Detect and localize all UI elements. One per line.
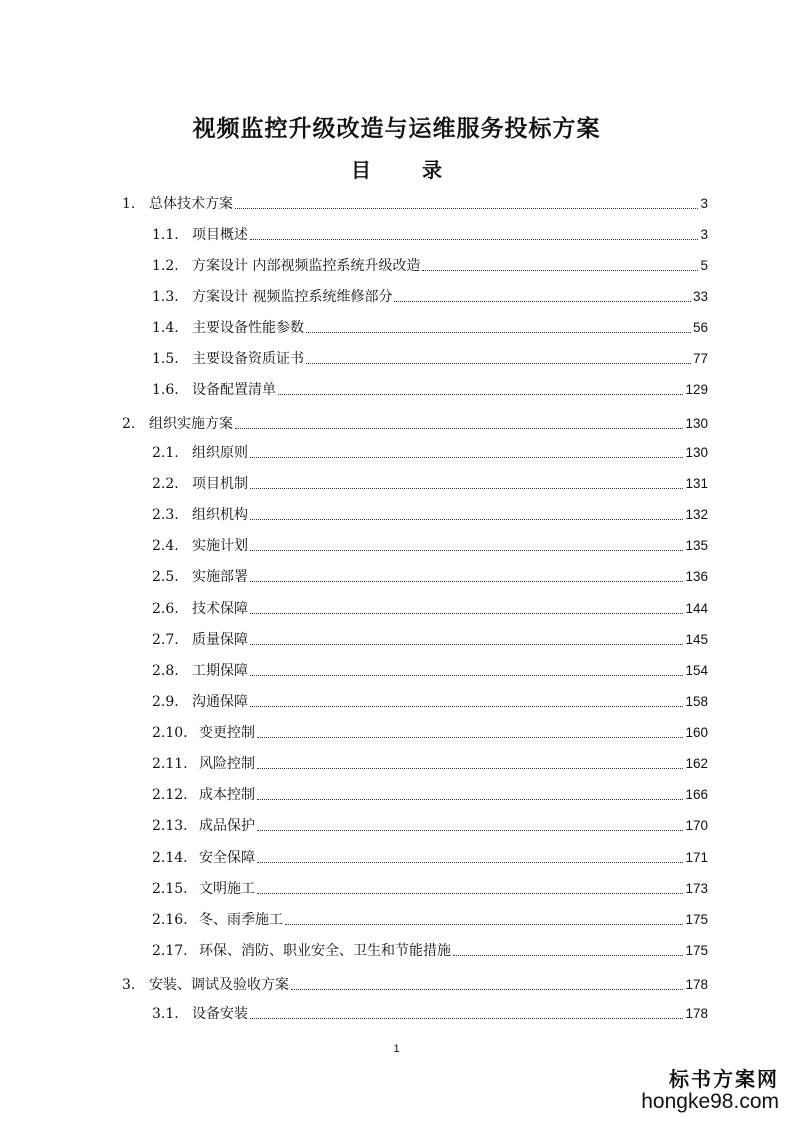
toc-entry-label: 组织机构: [192, 507, 248, 523]
toc-entry-page: 170: [685, 818, 708, 833]
toc-entry-number: 2.12.: [152, 787, 188, 803]
toc-dot-leader: [422, 270, 698, 271]
toc-dot-leader: [306, 332, 691, 333]
toc-entry-page: 178: [685, 977, 708, 992]
toc-entry[interactable]: [152, 533, 708, 555]
toc-entry-label: 工期保障: [192, 663, 248, 679]
toc-dot-leader: [257, 799, 683, 800]
toc-entry-page: 5: [700, 258, 708, 273]
toc-entry-label: 总体技术方案: [149, 196, 233, 212]
toc-entry-number: 2.9.: [152, 694, 179, 710]
toc-entry-number: 2.17.: [152, 943, 188, 959]
toc-dot-leader: [257, 862, 683, 863]
toc-dot-leader: [250, 457, 683, 458]
toc-entry-number: 3.1.: [152, 1006, 179, 1022]
toc-entry[interactable]: [152, 907, 708, 929]
toc-entry-number: 2.5.: [152, 569, 179, 585]
toc-dot-leader: [306, 363, 691, 364]
toc-entry-number: 1.: [122, 196, 136, 212]
toc-entry-page: 173: [685, 881, 708, 896]
toc-entry-label: 成本控制: [199, 787, 255, 803]
toc-entry-page: 160: [685, 725, 708, 740]
toc-dot-leader: [250, 488, 683, 489]
toc-entry-page: 130: [685, 416, 708, 431]
toc-dot-leader: [257, 893, 683, 894]
toc-dot-leader: [250, 675, 683, 676]
toc-entry-page: 132: [685, 507, 708, 522]
toc-entry-number: 1.1.: [152, 227, 179, 243]
toc-entry[interactable]: [152, 253, 708, 275]
toc-entry-page: 145: [685, 632, 708, 647]
toc-entry[interactable]: [152, 564, 708, 586]
toc-entry-number: 2.6.: [152, 601, 179, 617]
toc-dot-leader: [250, 239, 698, 240]
toc-entry-label: 设备配置清单: [192, 382, 276, 398]
toc-entry[interactable]: [152, 315, 708, 337]
toc-entry-label: 方案设计 内部视频监控系统升级改造: [192, 258, 421, 274]
toc-entry-page: 166: [685, 787, 708, 802]
toc-entry[interactable]: [152, 284, 708, 306]
toc-entry-number: 1.3.: [152, 289, 179, 305]
toc-entry-page: 144: [685, 601, 708, 616]
toc-dot-leader: [257, 768, 683, 769]
toc-entry-label: 技术保障: [192, 601, 248, 617]
toc-dot-leader: [257, 830, 683, 831]
toc-entry-page: 136: [685, 569, 708, 584]
toc-entry[interactable]: [152, 938, 708, 960]
toc-entry-number: 1.6.: [152, 382, 179, 398]
toc-entry-page: 178: [685, 1006, 708, 1021]
watermark-url: hongke98.com: [641, 1090, 779, 1113]
page-number: 1: [393, 1043, 400, 1055]
toc-entry-number: 3.: [122, 977, 136, 993]
toc-entry-number: 2.1.: [152, 445, 179, 461]
toc-entry-label: 主要设备性能参数: [192, 320, 304, 336]
toc-entry[interactable]: [152, 346, 708, 368]
toc-entry-page: 33: [692, 289, 708, 304]
toc-dot-leader: [453, 955, 683, 956]
toc-entry-number: 2.15.: [152, 881, 188, 897]
toc-entry-page: 129: [685, 382, 708, 397]
toc-dot-leader: [250, 1018, 683, 1019]
toc-entry[interactable]: [152, 377, 708, 399]
toc-entry-page: 3: [700, 196, 708, 211]
toc-entry-page: 175: [685, 912, 708, 927]
toc-entry-page: 130: [685, 445, 708, 460]
toc-entry-number: 1.2.: [152, 258, 179, 274]
toc-entry-page: 171: [685, 850, 708, 865]
toc-entry[interactable]: [152, 1001, 708, 1023]
toc-entry[interactable]: [152, 658, 708, 680]
toc-entry-number: 1.4.: [152, 320, 179, 336]
toc-entry-label: 安全保障: [199, 850, 255, 866]
toc-entry-page: 162: [685, 756, 708, 771]
toc-entry[interactable]: [152, 876, 708, 898]
toc-entry-label: 质量保障: [192, 632, 248, 648]
toc-entry[interactable]: [152, 440, 708, 462]
toc-entry-page: 3: [700, 227, 708, 242]
toc-dot-leader: [285, 924, 683, 925]
toc-dot-leader: [250, 519, 683, 520]
toc-entry-number: 2.13.: [152, 818, 188, 834]
toc-entry-number: 1.5.: [152, 351, 179, 367]
toc-entry-number: 2.14.: [152, 850, 188, 866]
toc-entry-label: 变更控制: [199, 725, 255, 741]
toc-entry[interactable]: [152, 782, 708, 804]
toc-dot-leader: [257, 737, 683, 738]
toc-entry-label: 成品保护: [199, 818, 255, 834]
toc-dot-leader: [291, 989, 683, 990]
toc-dot-leader: [250, 613, 683, 614]
toc-entry-label: 沟通保障: [192, 694, 248, 710]
toc-entry[interactable]: [122, 972, 708, 994]
toc-entry-page: 158: [685, 694, 708, 709]
toc-entry-page: 175: [685, 943, 708, 958]
toc-dot-leader: [250, 581, 683, 582]
toc-entry[interactable]: [152, 813, 708, 835]
toc-entry-label: 风险控制: [199, 756, 255, 772]
toc-entry-page: 77: [692, 351, 708, 366]
toc-entry-label: 安装、调试及验收方案: [149, 977, 289, 993]
document-title: 视频监控升级改造与运维服务投标方案: [192, 115, 601, 142]
toc-entry-page: 135: [685, 538, 708, 553]
toc-entry-page: 56: [692, 320, 708, 335]
toc-entry-label: 组织原则: [192, 445, 248, 461]
toc-dot-leader: [394, 301, 691, 302]
toc-entry-number: 2.4.: [152, 538, 179, 554]
toc-entry[interactable]: [152, 751, 708, 773]
toc-entry-label: 项目机制: [192, 476, 248, 492]
toc-entry-number: 2.2.: [152, 476, 179, 492]
toc-dot-leader: [278, 394, 683, 395]
toc-entry-number: 2.16.: [152, 912, 188, 928]
toc-entry-number: 2.8.: [152, 663, 179, 679]
toc-entry-number: 2.10.: [152, 725, 188, 741]
toc-entry-label: 项目概述: [192, 227, 248, 243]
toc-entry-label: 方案设计 视频监控系统维修部分: [192, 289, 393, 305]
toc-entry-page: 131: [685, 476, 708, 491]
toc-entry[interactable]: [122, 411, 708, 433]
toc-entry[interactable]: [152, 627, 708, 649]
toc-entry-page: 154: [685, 663, 708, 678]
toc-entry-label: 环保、消防、职业安全、卫生和节能措施: [199, 943, 451, 959]
toc-entry[interactable]: [152, 222, 708, 244]
toc-entry[interactable]: [152, 845, 708, 867]
toc-entry-number: 2.7.: [152, 632, 179, 648]
toc-entry-number: 2.: [122, 416, 136, 432]
toc-entry-label: 实施部署: [192, 569, 248, 585]
toc-dot-leader: [235, 208, 698, 209]
toc-entry[interactable]: [152, 502, 708, 524]
toc-entry-label: 主要设备资质证书: [192, 351, 304, 367]
toc-entry[interactable]: [152, 720, 708, 742]
toc-entry-label: 组织实施方案: [149, 416, 233, 432]
watermark-site-name: 标书方案网: [669, 1067, 779, 1091]
toc-entry-label: 实施计划: [192, 538, 248, 554]
toc-dot-leader: [250, 644, 683, 645]
toc-dot-leader: [235, 428, 683, 429]
toc-entry-label: 设备安装: [192, 1006, 248, 1022]
toc-heading: 目 录: [351, 158, 464, 182]
toc-entry[interactable]: [152, 596, 708, 618]
toc-entry-label: 文明施工: [199, 881, 255, 897]
watermark: [641, 1068, 779, 1114]
toc-dot-leader: [250, 706, 683, 707]
toc-entry-number: 2.3.: [152, 507, 179, 523]
toc-entry[interactable]: [152, 689, 708, 711]
toc-dot-leader: [250, 550, 683, 551]
toc-entry[interactable]: [122, 191, 708, 213]
toc-entry[interactable]: [152, 471, 708, 493]
toc-entry-label: 冬、雨季施工: [199, 912, 283, 928]
toc-entry-number: 2.11.: [152, 756, 188, 772]
